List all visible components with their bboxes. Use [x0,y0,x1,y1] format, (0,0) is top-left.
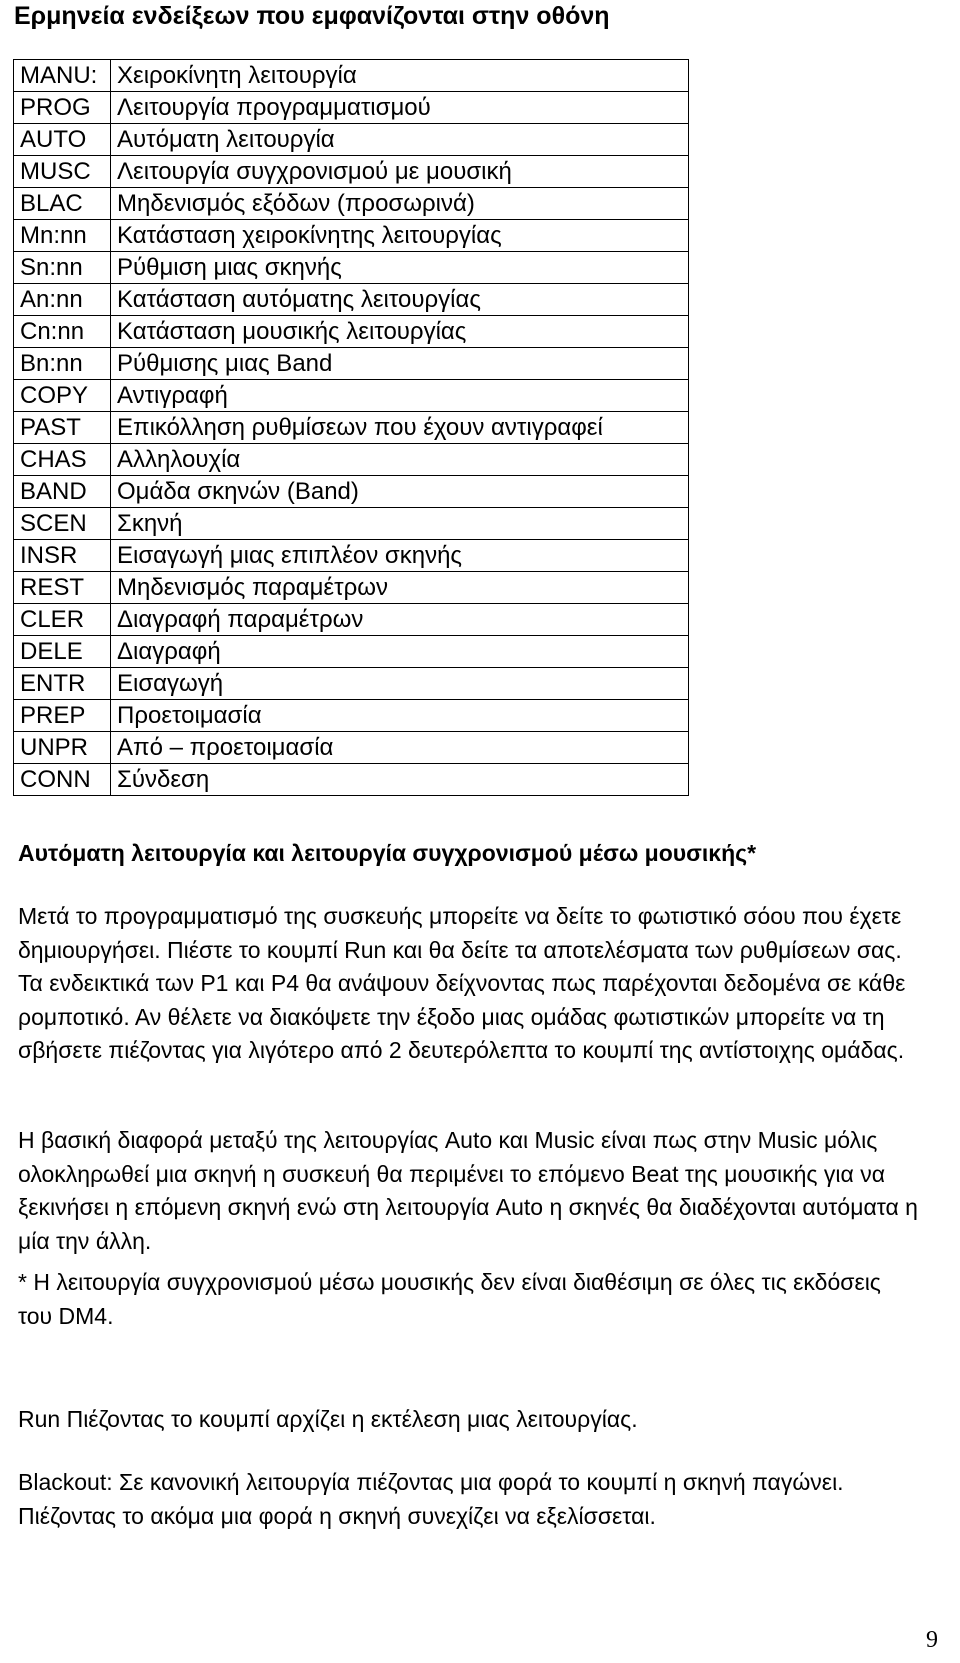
table-row [14,476,689,508]
display-code-description: Λειτουργία προγραμματισμού [111,92,689,124]
section-heading: Αυτόματη λειτουργία και λειτουργία συγχρονισμού μέσω μουσικής* [18,840,757,866]
display-code: MANU: [14,60,111,92]
display-code: BAND [14,476,111,508]
display-code-description: Αλληλουχία [111,444,689,476]
paragraph-blackout: Blackout: Σε κανονική λειτουργία πιέζοντας μια φορά το κουμπί η σκηνή παγώνει. Πιέζοντας το ακόμα μια φορά η σκηνή συνεχίζει να εξελίσσεται. [18,1469,844,1529]
display-code: Mn:nn [14,220,111,252]
display-code-description: Μηδενισμός παραμέτρων [111,572,689,604]
table-row [14,636,689,668]
table-row [14,188,689,220]
table-row [14,764,689,796]
display-code: An:nn [14,284,111,316]
display-code: UNPR [14,732,111,764]
table-row [14,124,689,156]
display-code: BLAC [14,188,111,220]
display-codes-table [13,59,689,796]
display-code: ENTR [14,668,111,700]
table-row [14,732,689,764]
table-row [14,444,689,476]
display-code-description: Σκηνή [111,508,689,540]
table-row [14,412,689,444]
table-row [14,380,689,412]
display-code: DELE [14,636,111,668]
display-code-description: Αυτόματη λειτουργία [111,124,689,156]
display-code-description: Διαγραφή παραμέτρων [111,604,689,636]
display-code: REST [14,572,111,604]
table-row [14,668,689,700]
table-row [14,316,689,348]
display-code-description: Λειτουργία συγχρονισμού με μουσική [111,156,689,188]
paragraph-intro: Μετά το προγραμματισμό της συσκευής μπορείτε να δείτε το φωτιστικό σόου που έχετε δημιουργήσει. Πιέστε το κουμπί Run και θα δείτε τα αποτελέσματα των ρυθμίσεων σας. Τα ενδεικτικά των P1 και P4 θα ανάψουν δείχνοντας πως παρέχονται δεδομένα σε κάθε ρομποτικό. Αν θέλετε να διακόψετε την έξοδο μιας ομάδας φωτιστικών μπορείτε να τη σβήσετε πιέζοντας για λιγότερο από 2 δευτερόλεπτα το κουμπί της αντίστοιχης ομάδας. [18,903,906,1063]
display-code: PAST [14,412,111,444]
display-code: INSR [14,540,111,572]
display-code: SCEN [14,508,111,540]
table-row [14,284,689,316]
display-code-description: Προετοιμασία [111,700,689,732]
display-code-description: Κατάσταση μουσικής λειτουργίας [111,316,689,348]
table-row [14,60,689,92]
page-heading: Ερμηνεία ενδείξεων που εμφανίζονται στην οθόνη [14,2,610,30]
table-row [14,508,689,540]
display-code-description: Ρύθμιση μιας σκηνής [111,252,689,284]
display-code-description: Μηδενισμός εξόδων (προσωρινά) [111,188,689,220]
display-code: Bn:nn [14,348,111,380]
table-row [14,156,689,188]
display-code-description: Αντιγραφή [111,380,689,412]
display-code: COPY [14,380,111,412]
display-code-description: Κατάσταση χειροκίνητης λειτουργίας [111,220,689,252]
table-row [14,348,689,380]
table-row [14,572,689,604]
display-code: PREP [14,700,111,732]
display-code: MUSC [14,156,111,188]
display-code-description: Ρύθμισης μιας Band [111,348,689,380]
display-code: Cn:nn [14,316,111,348]
display-code-description: Χειροκίνητη λειτουργία [111,60,689,92]
display-code-description: Επικόλληση ρυθμίσεων που έχουν αντιγραφεί [111,412,689,444]
display-code-description: Ομάδα σκηνών (Band) [111,476,689,508]
table-row [14,700,689,732]
display-code-description: Εισαγωγή μιας επιπλέον σκηνής [111,540,689,572]
display-code: AUTO [14,124,111,156]
display-code: Sn:nn [14,252,111,284]
display-code: CLER [14,604,111,636]
display-code: CONN [14,764,111,796]
display-code-description: Διαγραφή [111,636,689,668]
paragraph-run: Run Πιέζοντας το κουμπί αρχίζει η εκτέλεση μιας λειτουργίας. [18,1406,638,1432]
table-row [14,92,689,124]
display-code-description: Σύνδεση [111,764,689,796]
paragraph-auto-vs-music: Η βασική διαφορά μεταξύ της λειτουργίας Auto και Music είναι πως στην Music μόλις ολοκληρωθεί μια σκηνή η συσκευή θα περιμένει το επόμενο Beat της μουσικής για να ξεκινήσει η επόμενη σκηνή ενώ στη λειτουργία Auto η σκηνές θα διαδέχονται αυτόματα η μία την άλλη. [18,1127,918,1254]
table-row [14,220,689,252]
display-code: CHAS [14,444,111,476]
table-row [14,604,689,636]
display-code-description: Εισαγωγή [111,668,689,700]
table-row [14,540,689,572]
display-codes-table-body [14,60,689,796]
paragraph-footnote: * Η λειτουργία συγχρονισμού μέσω μουσικής δεν είναι διαθέσιμη σε όλες τις εκδόσεις του DM4. [18,1269,881,1329]
display-code-description: Κατάσταση αυτόματης λειτουργίας [111,284,689,316]
display-code: PROG [14,92,111,124]
table-row [14,252,689,284]
page-number: 9 [926,1627,938,1653]
display-code-description: Από – προετοιμασία [111,732,689,764]
